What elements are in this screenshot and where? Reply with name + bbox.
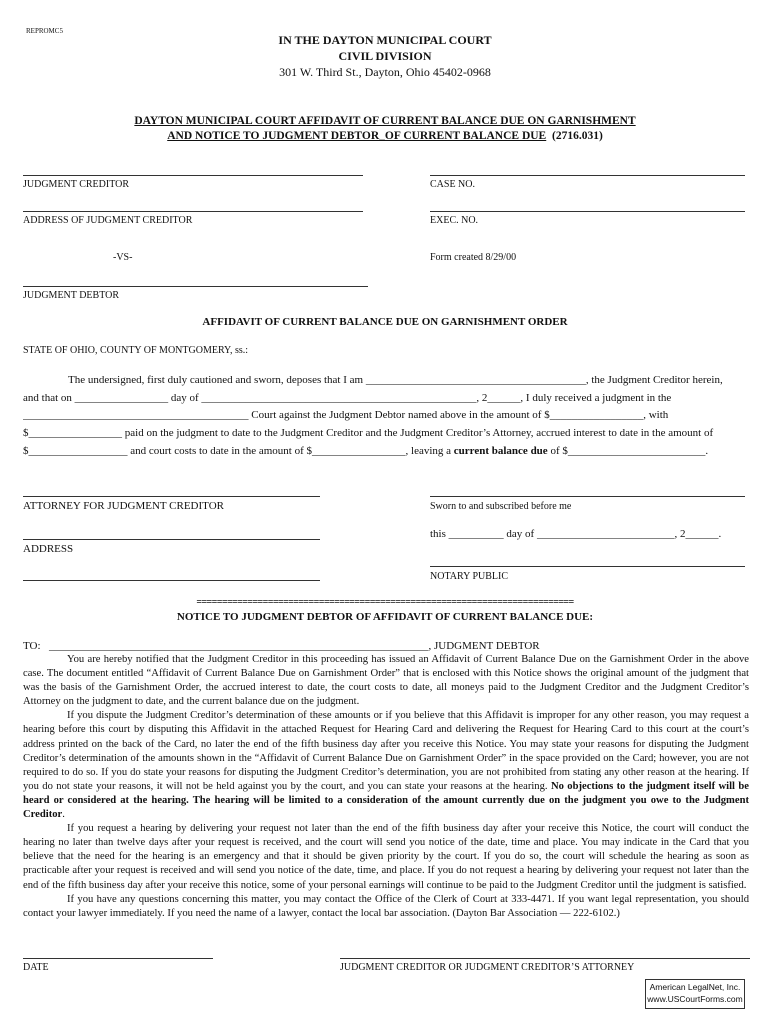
form-code: REPROMC5 (26, 27, 63, 35)
stamp-line1: American LegalNet, Inc. (649, 982, 741, 992)
versus-label: -VS- (113, 252, 133, 263)
separator: ========================================================================== (196, 597, 574, 608)
case-no-line[interactable] (430, 175, 745, 176)
affidavit-line1: The undersigned, first duly cautioned and sworn, deposes that I am ________________________________________, the Judgment Creditor herein, (68, 374, 723, 386)
affidavit-line5-start: $__________________ and court costs to date in the amount of $_________________, leaving a (23, 445, 452, 457)
label-address: ADDRESS (23, 543, 74, 555)
notice-heading: NOTICE TO JUDGMENT DEBTOR OF AFFIDAVIT OF CURRENT BALANCE DUE: (176, 611, 594, 623)
creditor-line[interactable] (23, 175, 363, 176)
form-title-line1: DAYTON MUNICIPAL COURT AFFIDAVIT OF CURRENT BALANCE DUE ON GARNISHMENT (134, 115, 636, 127)
stamp-line2: www.USCourtForms.com (647, 994, 743, 1004)
label-exec-no: EXEC. NO. (430, 215, 479, 226)
current-balance-due: current balance due (453, 445, 548, 457)
notice-body (23, 653, 749, 921)
affidavit-line3: _________________________________________ Court against the Judgment Debtor named above in the amount of $_________________, with (23, 409, 669, 421)
state-county: STATE OF OHIO, COUNTY OF MONTGOMERY, ss.: (23, 345, 249, 356)
address-line[interactable] (23, 539, 320, 540)
court-name: IN THE DAYTON MUNICIPAL COURT (278, 33, 492, 47)
publisher-stamp (645, 979, 745, 1009)
label-date: DATE (23, 962, 49, 973)
sworn-line[interactable] (430, 496, 745, 497)
attorney-signature-line[interactable] (23, 496, 320, 497)
notice-paragraph-1: You are hereby notified that the Judgment Creditor in this proceeding has issued an Affidavit of Current Balance Due on the Garnishment Order in the above case. The document entitled “Affidavit of Current Balance Due on Garnishment Order” that is enclosed with this Notice shows the original amount of the judgment that was the basis of the Garnishment Order, the accrued interest to date, the court costs to date, all moneys paid to the Judgment Creditor and the Judgment Creditor’s Attorney on the judgment to date, and the current balance due on the judgment. (23, 654, 749, 708)
notice-to-label: TO: (23, 640, 41, 652)
form-title-line2 (0, 130, 770, 142)
court-address: 301 W. Third St., Dayton, Ohio 45402-0968 (279, 65, 491, 79)
date-line[interactable] (23, 958, 213, 959)
creditor-signature-line[interactable] (340, 958, 750, 959)
label-attorney: ATTORNEY FOR JUDGMENT CREDITOR (23, 500, 224, 512)
notice-paragraph-4: If you have any questions concerning this matter, you may contact the Office of the Clerk of Court at 333-4471. If you want legal representation, you should contact your lawyer immediately. If you need the name of a lawyer, contact the local bar association. (Dayton Bar Association — 222-6102.) (23, 893, 749, 919)
notice-paragraph-3: If you request a hearing by delivering your request not later than the end of the fifth business day after your receive this Notice, the court will conduct the hearing no later than twelve days after your request is received, and the court will send you notice of the date, time and place. You may indicate in the Card that you believe that the need for the hearing is an emergency and that it should be given priority by the court. If you do so, the court will schedule the hearing as soon as practicable after your request is received and will send you notice of the date, time, and place. If you do not request a hearing by delivering your request not later than the end of the fifth business day after your receive this notice, some of your personal earnings will continue to be paid to the Judgment Creditor until the judgment is satisfied. (23, 823, 749, 891)
affidavit-line4: $_________________ paid on the judgment to date to the Judgment Creditor and the Judgment Creditor’s Attorney, accrued interest to date in the amount of (23, 427, 714, 439)
court-division: CIVIL DIVISION (338, 49, 432, 63)
notary-date-line: this __________ day of _________________________, 2______. (430, 528, 722, 540)
label-creditor-signature: JUDGMENT CREDITOR OR JUDGMENT CREDITOR’S ATTORNEY (340, 962, 635, 973)
label-judgment-creditor: JUDGMENT CREDITOR (23, 179, 130, 190)
address-line-2[interactable] (23, 580, 320, 581)
label-sworn: Sworn to and subscribed before me (430, 501, 572, 512)
notice-paragraph-2: If you dispute the Judgment Creditor’s determination of these amounts or if you believe that this Affidavit is improper for any other reason, you may request a hearing before this court by disputing this Affidavit in the attached Request for Hearing Card and delivering the Request for Hearing Card to this court at the court’s address printed on the back of the Card, no later the end of the fifth business day after you receive this Notice. You may state your reasons for disputing the Judgment Creditor’s determination of the amounts shown in the “Affidavit of Current Balance Due on Garnishment Order” in the space provided on the Card; however, you are not required to do so. If you do state your reasons for disputing the Judgment Creditor’s determination, you are not prohibited from stating any other reason at the hearing. If you do not state your reasons, it will not be held against you by the court, and you can state your reasons at the hearing. No objections to the judgment itself will be heard or considered at the hearing. The hearing will be limited to a consideration of the amount currently due on the judgment you owe to the Judgment Creditor. (23, 710, 749, 821)
form-title-line2-text: AND NOTICE TO JUDGMENT DEBTOR_OF CURRENT BALANCE DUE (167, 130, 547, 142)
label-address-creditor: ADDRESS OF JUDGMENT CREDITOR (23, 215, 193, 226)
exec-no-line[interactable] (430, 211, 745, 212)
label-judgment-debtor: JUDGMENT DEBTOR (23, 290, 120, 301)
form-created: Form created 8/29/00 (430, 252, 517, 263)
affidavit-line2: and that on _________________ day of __________________________________________________, 2______, I duly received a judgment in the (23, 392, 672, 404)
notary-line[interactable] (430, 566, 745, 567)
creditor-address-line[interactable] (23, 211, 363, 212)
affidavit-heading: AFFIDAVIT OF CURRENT BALANCE DUE ON GARNISHMENT ORDER (202, 316, 568, 328)
affidavit-line5 (23, 443, 749, 460)
notice-to-line: _____________________________________________________________________, JUDGMENT DEBTOR (49, 640, 540, 652)
label-case-no: CASE NO. (430, 179, 476, 190)
notice-paragraph-2-text: If you dispute the Judgment Creditor’s determination of these amounts or if you believe that this Affidavit is improper for any other reason, you may request a hearing before this court by disputing this Affidavit in the attached Request for Hearing Card and delivering the Request for Hearing Card to this court at the court’s address printed on the back of the Card, no later the end of the fifth business day after you receive this Notice. You may state your reasons for disputing the Judgment Creditor’s determination of the amounts shown in the “Affidavit of Current Balance Due on Garnishment Order” in the space provided on the Card; however, you are not required to do so. If you do state your reasons for disputing the Judgment Creditor’s determination, you are not prohibited from stating any other reason at the hearing. If you do not state your reasons, it will not be held against you by the court, and you can state your reasons at the hearing. (23, 710, 749, 792)
debtor-line[interactable] (23, 286, 368, 287)
form-title-code: (2716.031) (551, 130, 603, 142)
affidavit-line5-end: of $_________________________. (550, 445, 709, 457)
notice-paragraph-2-bold: No objections to the judgment itself will be heard or considered at the hearing. The hearing will be limited to a consideration of the amount currently due on the judgment you owe to the Judgment Creditor (23, 780, 749, 821)
label-notary: NOTARY PUBLIC (430, 571, 509, 582)
